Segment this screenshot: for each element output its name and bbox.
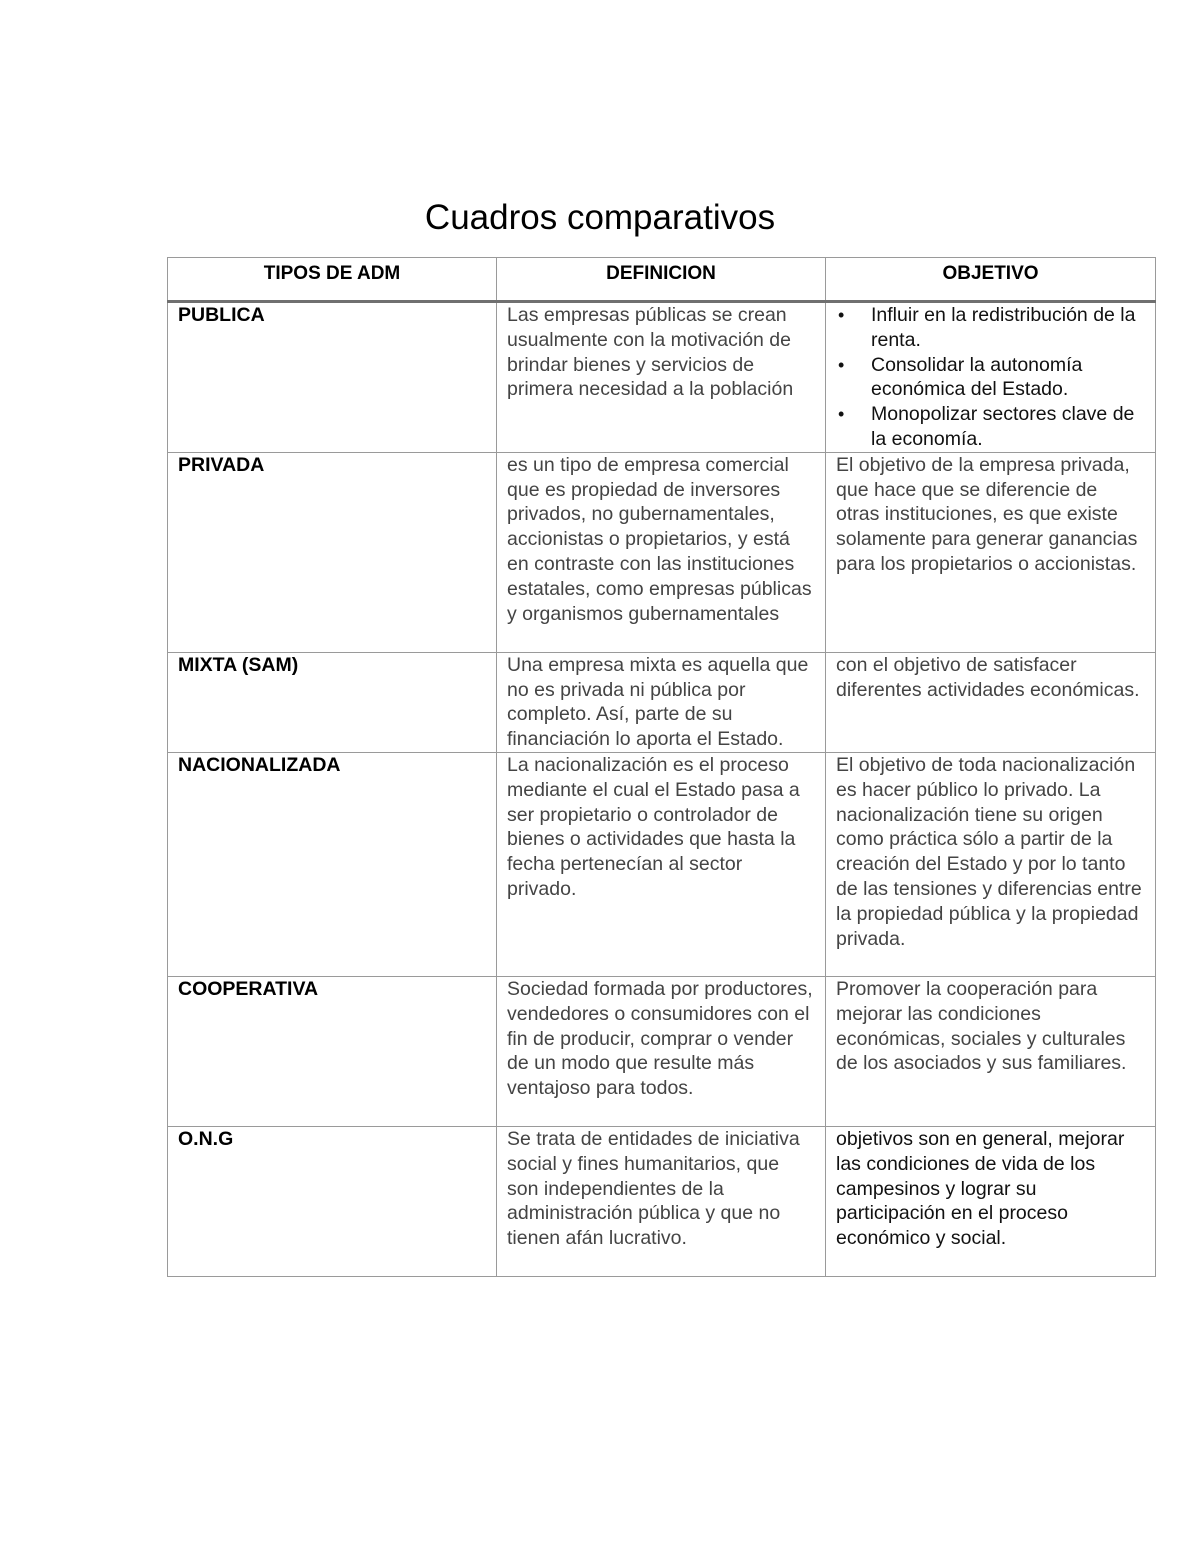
objective-list <box>836 303 1145 452</box>
objective-cell: con el objetivo de satisfacer diferentes actividades económicas. <box>826 652 1156 752</box>
definition-cell: Una empresa mixta es aquella que no es privada ni pública por completo. Así, parte de su financiación lo aporta el Estado. <box>497 652 826 752</box>
table-row <box>168 976 1156 1126</box>
page-title: Cuadros comparativos <box>424 198 776 237</box>
type-cell: PRIVADA <box>168 452 497 652</box>
header-objective: OBJETIVO <box>826 258 1156 302</box>
header-type: TIPOS DE ADM <box>168 258 497 302</box>
definition-cell: Las empresas públicas se crean usualmente con la motivación de brindar bienes y servicios de primera necesidad a la población <box>497 302 826 453</box>
bullet-icon: • <box>838 404 845 425</box>
objective-cell: El objetivo de toda nacionalización es hacer público lo privado. La nacionalización tiene su origen como práctica sólo a partir de la creación del Estado y por lo tanto de las tensiones y diferencias entre la propiedad pública y la propiedad privada. <box>826 752 1156 976</box>
objective-cell: El objetivo de la empresa privada, que hace que se diferencie de otras instituciones, es que existe solamente para generar ganancias para los propietarios o accionistas. <box>826 452 1156 652</box>
table-row <box>168 452 1156 652</box>
definition-cell: Se trata de entidades de iniciativa social y fines humanitarios, que son independientes de la administración pública y que no tienen afán lucrativo. <box>497 1126 826 1276</box>
table-row <box>168 302 1156 453</box>
type-cell: MIXTA (SAM) <box>168 652 497 752</box>
list-item <box>836 402 1145 452</box>
type-cell: NACIONALIZADA <box>168 752 497 976</box>
list-item <box>836 303 1145 353</box>
objective-cell: objetivos son en general, mejorar las condiciones de vida de los campesinos y lograr su participación en el proceso económico y social. <box>826 1126 1156 1276</box>
definition-cell: La nacionalización es el proceso mediante el cual el Estado pasa a ser propietario o controlador de bienes o actividades que hasta la fecha pertenecían al sector privado. <box>497 752 826 976</box>
definition-cell: es un tipo de empresa comercial que es propiedad de inversores privados, no gubernamentales, accionistas o propietarios, y está en contraste con las instituciones estatales, como empresas públicas y organismos gubernamentales <box>497 452 826 652</box>
list-item-text: Consolidar la autonomía económica del Estado. <box>871 353 1083 401</box>
type-cell: O.N.G <box>168 1126 497 1276</box>
list-item <box>836 353 1145 403</box>
definition-cell: Sociedad formada por productores, vendedores o consumidores con el fin de producir, comprar o vender de un modo que resulte más ventajoso para todos. <box>497 976 826 1126</box>
bullet-icon: • <box>838 354 845 375</box>
list-item-text: Influir en la redistribución de la renta. <box>871 304 1136 351</box>
list-item-text: Monopolizar sectores clave de la economía. <box>871 403 1135 450</box>
comparison-table <box>167 257 1156 1277</box>
objective-cell <box>826 302 1156 453</box>
bullet-icon: • <box>838 305 845 325</box>
table-row <box>168 752 1156 976</box>
type-cell: COOPERATIVA <box>168 976 497 1126</box>
objective-cell: Promover la cooperación para mejorar las condiciones económicas, sociales y culturales de los asociados y sus familiares. <box>826 976 1156 1126</box>
header-row <box>168 258 1156 302</box>
table-row <box>168 1126 1156 1276</box>
type-cell: PUBLICA <box>168 302 497 453</box>
header-definition: DEFINICION <box>497 258 826 302</box>
table-row <box>168 652 1156 752</box>
